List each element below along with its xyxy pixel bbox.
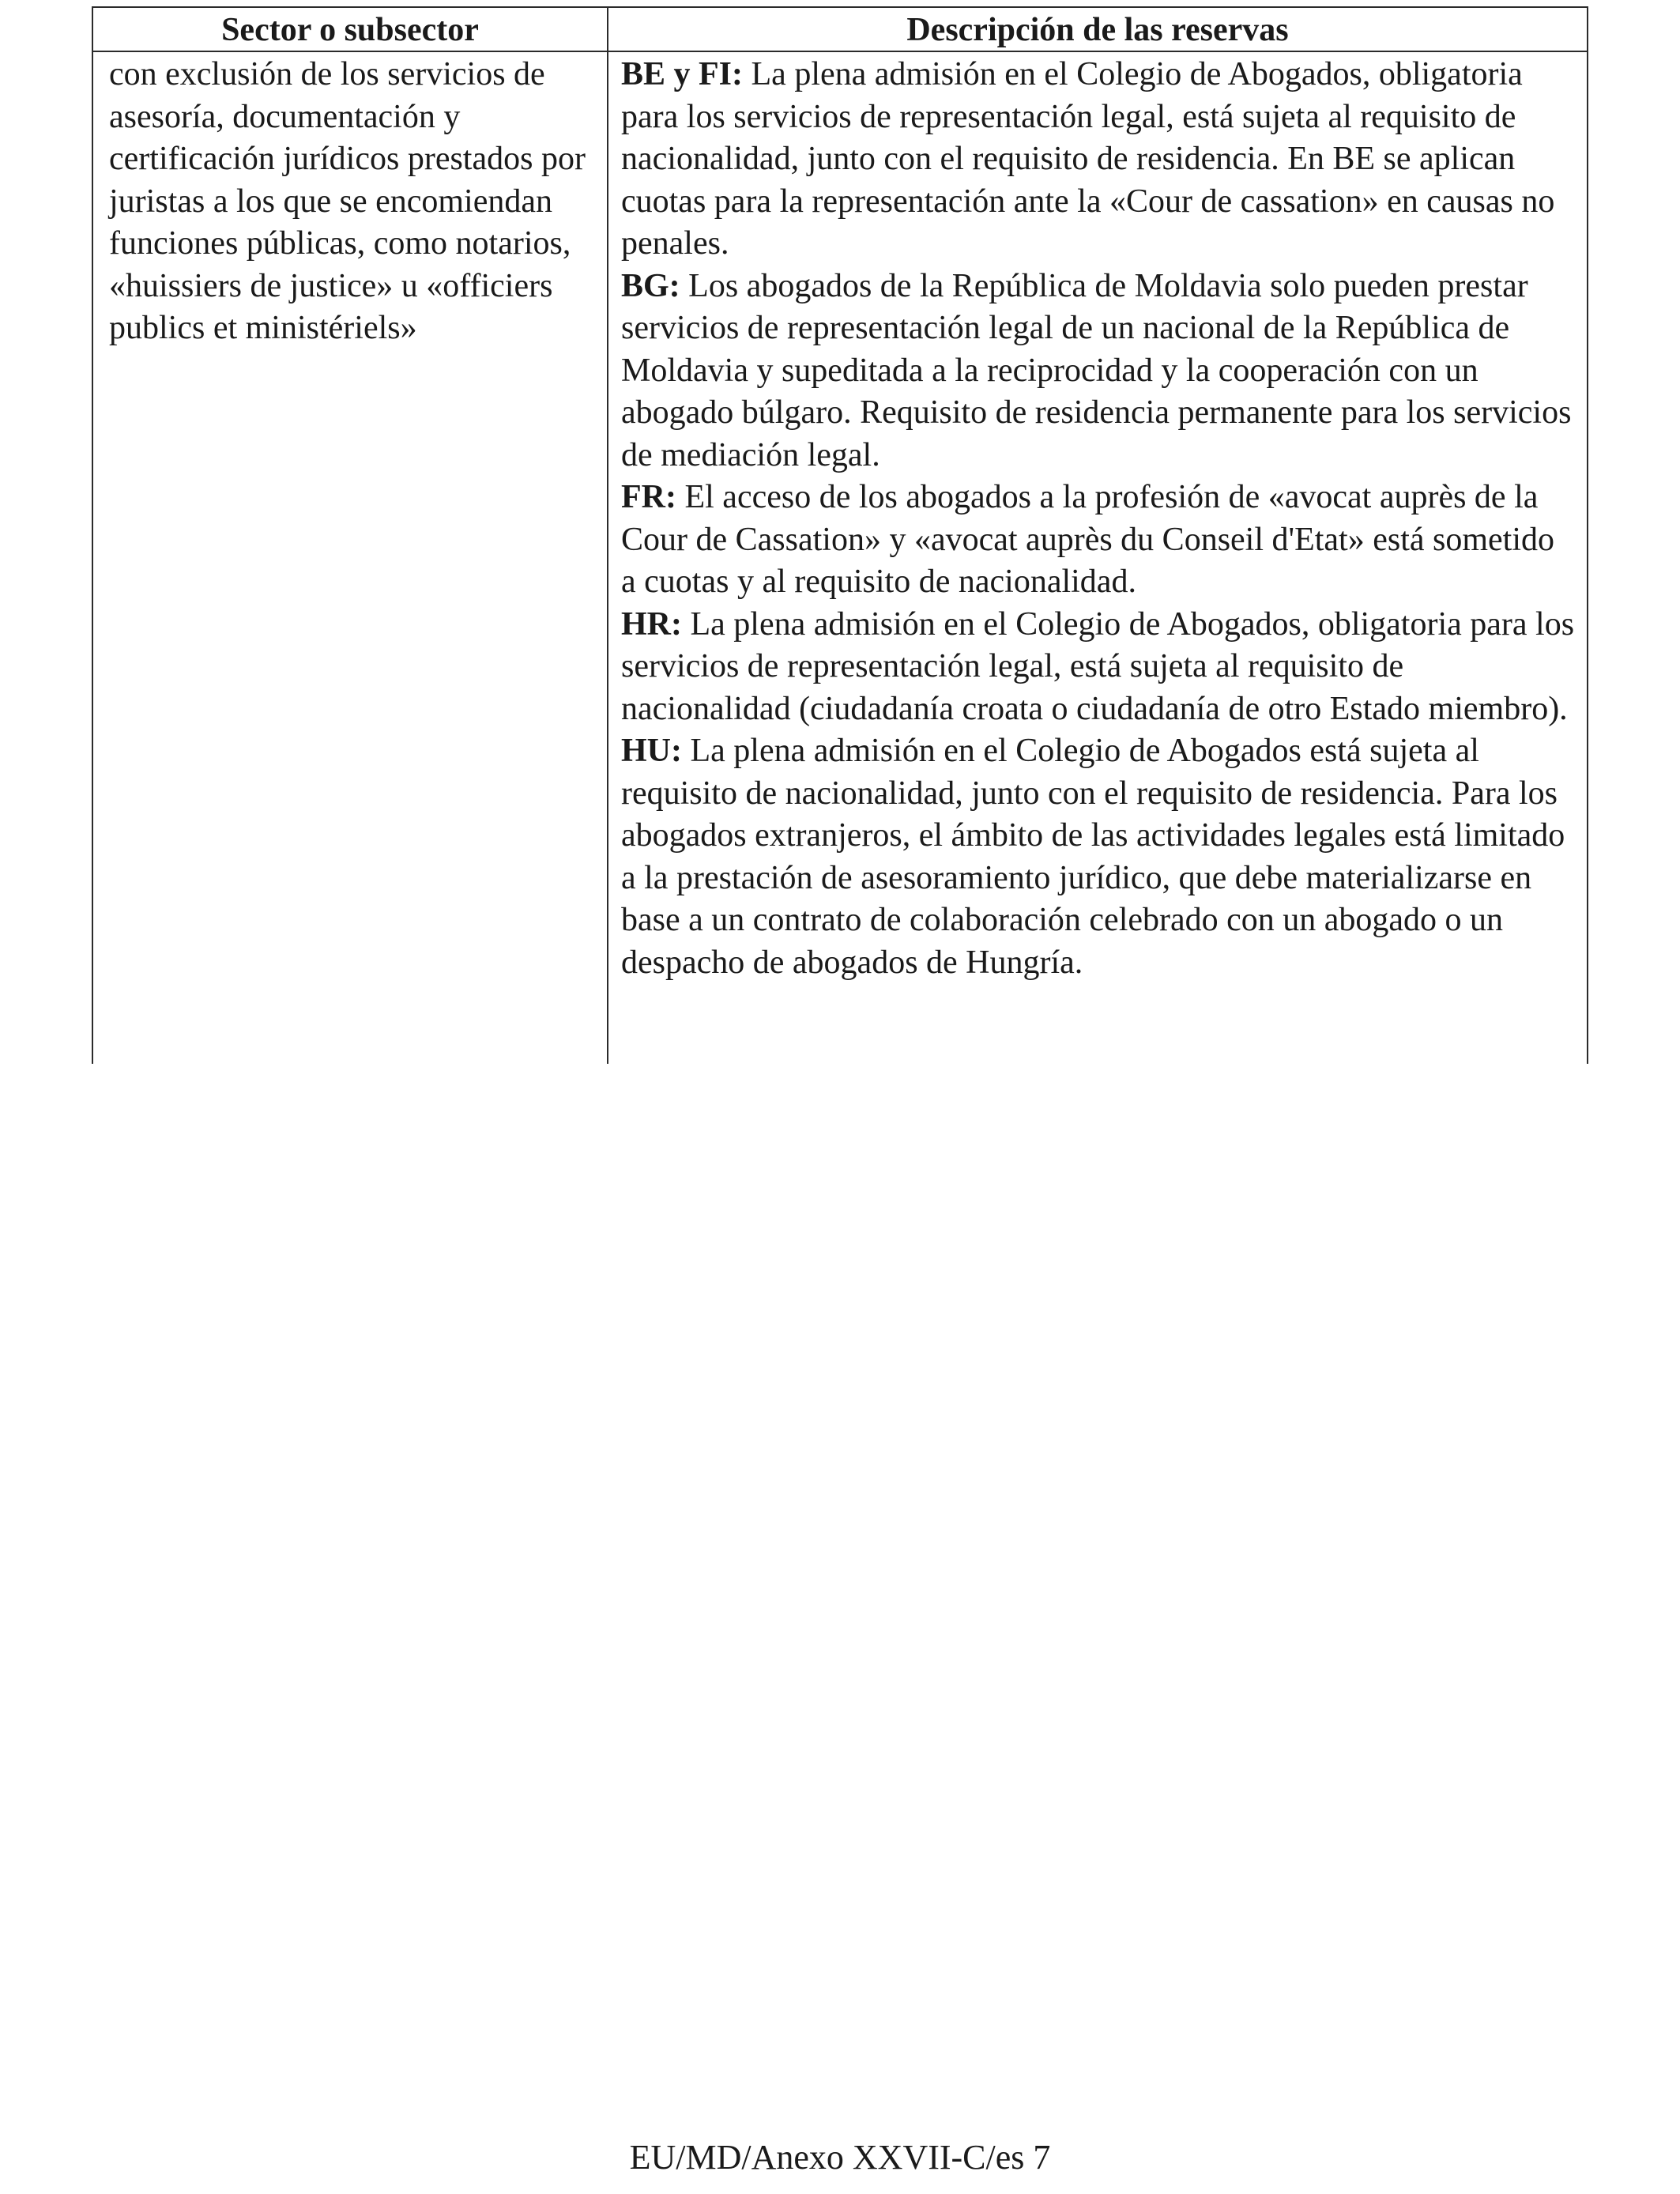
country-code: BE y FI: [621, 56, 744, 92]
country-code: FR: [621, 479, 676, 515]
header-sector: Sector o subsector [92, 6, 607, 52]
country-code: HR: [621, 605, 682, 643]
table-row [92, 52, 1588, 1064]
reservation-entry-be-fi [621, 54, 1576, 266]
reservation-entry-hr [621, 604, 1576, 731]
reservation-entry-fr [621, 477, 1576, 604]
reservation-text: La plena admisión en el Colegio de Abogados está sujeta al requisito de nacionalidad, junto con el requisito de residencia. Para los abogados extranjeros, el ámbito de las actividades legales está limitado a la prestación de asesoramiento jurídico, que debe materializarse en base a un contrato de colaboración celebrado con un abogado o un despacho de abogados de Hungría. [621, 733, 1565, 981]
page-footer: EU/MD/Anexo XXVII-C/es 7 [629, 2138, 1051, 2177]
table-header-row [92, 6, 1588, 52]
reservation-text: El acceso de los abogados a la profesión de «avocat auprès de la Cour de Cassation» y «avocat auprès du Conseil d'Etat» está sometido a cuotas y al requisito de nacionalidad. [621, 479, 1555, 600]
reservation-text: La plena admisión en el Colegio de Abogados, obligatoria para los servicios de representación legal, está sujeta al requisito de nacionalidad (ciudadanía croata o ciudadanía de otro Estado miembro). [621, 605, 1575, 727]
reservation-entry-bg [621, 266, 1576, 477]
reservation-text: La plena admisión en el Colegio de Abogados, obligatoria para los servicios de representación legal, está sujeta al requisito de nacionalidad, junto con el requisito de residencia. En BE se aplican cuotas para la representación ante la «Cour de cassation» en causas no penales. [621, 56, 1555, 262]
header-description: Descripción de las reservas [607, 6, 1588, 52]
country-code: HU: [621, 733, 682, 769]
reservation-entry-hu [621, 730, 1576, 984]
country-code: BG: [621, 267, 680, 304]
reservation-text: Los abogados de la República de Moldavia solo pueden prestar servicios de representación legal de un nacional de la República de Moldavia y supeditada a la reciprocidad y la cooperación con un abogado búlgaro. Requisito de residencia permanente para los servicios de mediación legal. [621, 267, 1572, 473]
description-cell [607, 52, 1588, 1064]
reservations-table [92, 6, 1588, 1064]
sector-cell: con exclusión de los servicios de asesoría, documentación y certificación jurídicos prestados por juristas a los que se encomiendan funciones públicas, como notarios, «huissiers de justice» u «officiers publics et ministériels» [92, 52, 607, 1064]
